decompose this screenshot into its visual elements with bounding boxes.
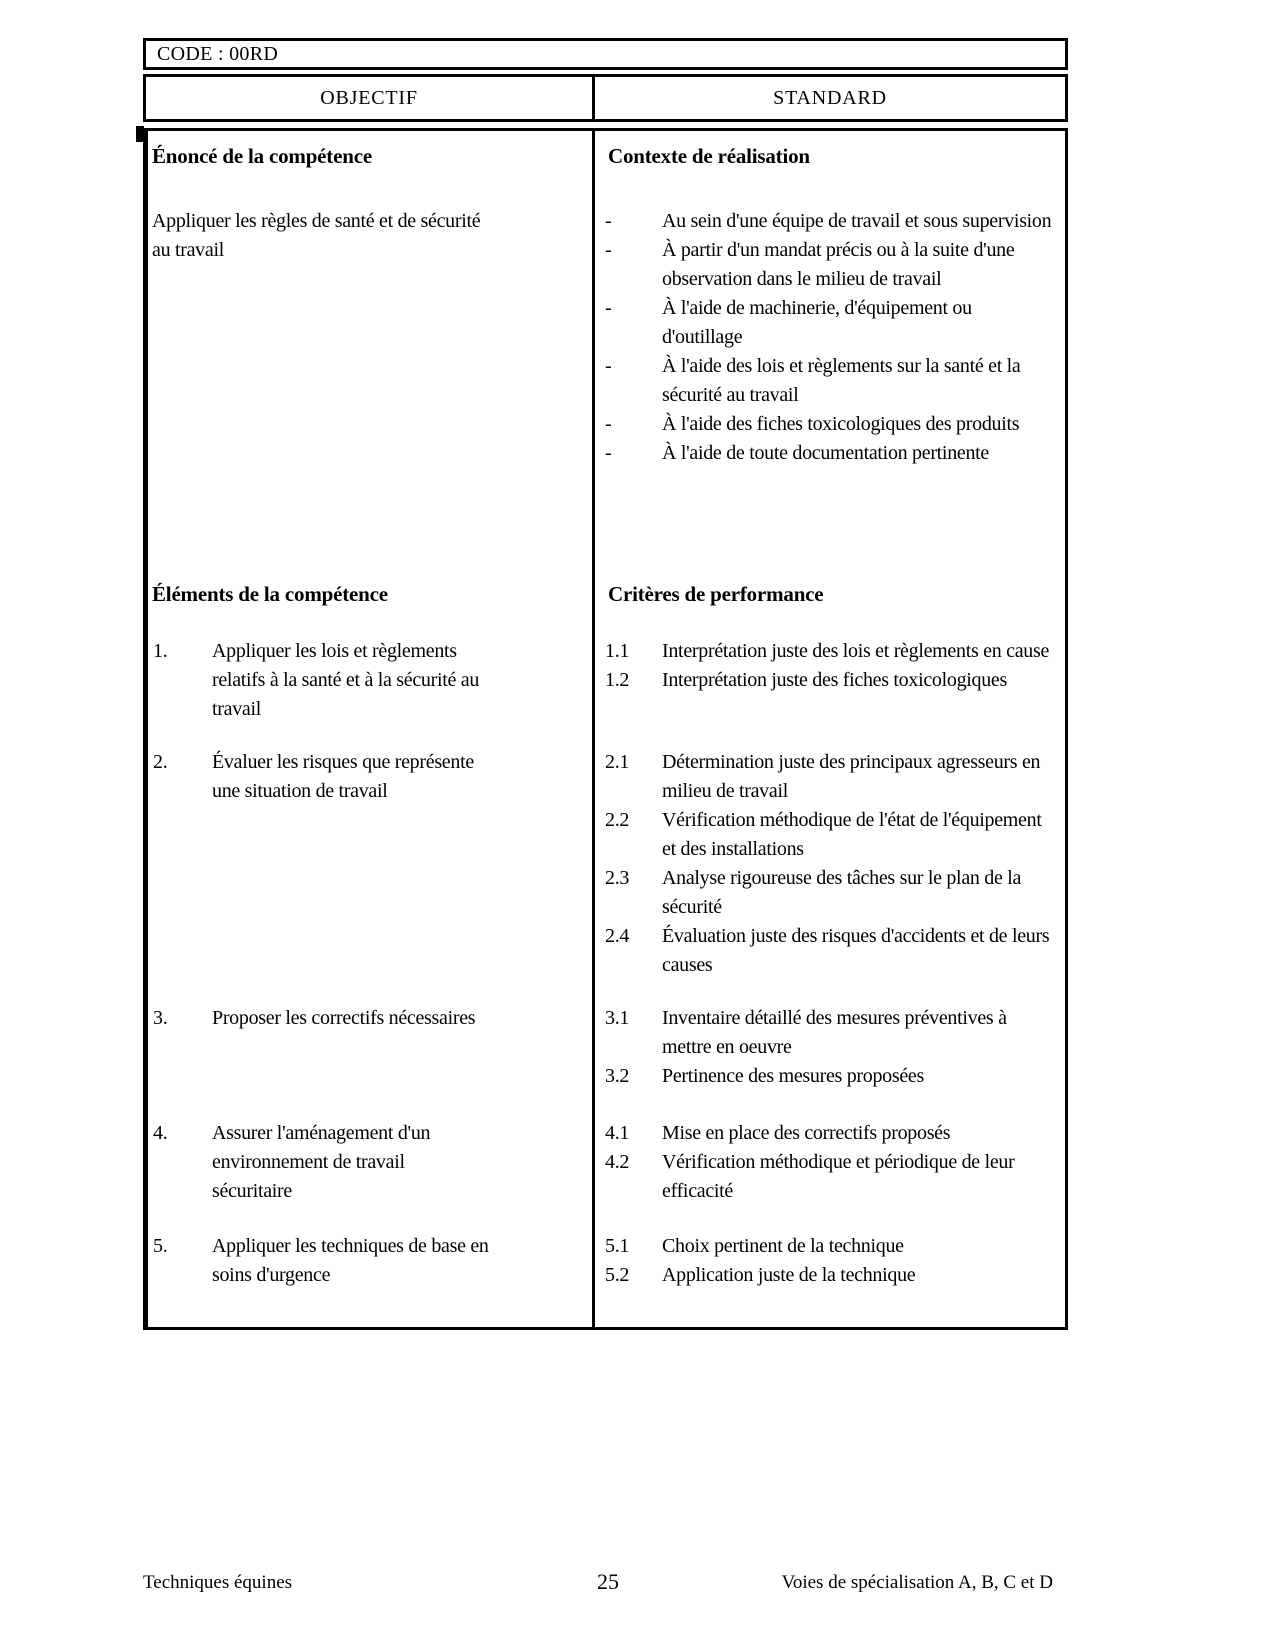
item-text: À l'aide de toute documentation pertinente — [662, 442, 990, 464]
critere-number: 3.2 — [605, 1065, 630, 1087]
critere-item — [605, 1062, 1054, 1091]
item-text: À l'aide des fiches toxicologiques des produits — [662, 413, 1020, 435]
critere-text: Inventaire détaillé des mesures préventives à mettre en oeuvre — [662, 1007, 1007, 1058]
item-number: 5. — [153, 1235, 168, 1257]
item-number: 2. — [153, 751, 168, 773]
critere-item — [605, 1004, 1054, 1062]
contexte-item — [605, 439, 1054, 468]
dash-bullet: - — [605, 239, 612, 261]
criteres-group-3 — [605, 1004, 1054, 1091]
critere-number: 5.2 — [605, 1264, 630, 1286]
dash-bullet: - — [605, 355, 612, 377]
critere-number: 2.4 — [605, 925, 630, 947]
contexte-heading: Contexte de réalisation — [608, 144, 810, 168]
item-text: Évaluer les risques que représente une situation de travail — [212, 751, 474, 802]
critere-text: Pertinence des mesures proposées — [662, 1065, 924, 1087]
critere-text: Application juste de la technique — [662, 1264, 916, 1286]
critere-item — [605, 1119, 1054, 1148]
item-number: 3. — [153, 1007, 168, 1029]
critere-item — [605, 666, 1054, 695]
element-item-2 — [153, 748, 489, 806]
critere-number: 1.2 — [605, 669, 630, 691]
critere-text: Choix pertinent de la technique — [662, 1235, 904, 1257]
contexte-list — [605, 207, 1054, 468]
dash-bullet: - — [605, 297, 612, 319]
element-item-1 — [153, 637, 489, 724]
criteres-group-4 — [605, 1119, 1054, 1206]
contexte-item — [605, 207, 1054, 236]
critere-text: Interprétation juste des fiches toxicologiques — [662, 669, 1007, 691]
element-item-5 — [153, 1232, 489, 1290]
enonce-text: Appliquer les règles de santé et de sécurité au travail — [152, 210, 481, 261]
critere-text: Interprétation juste des lois et règlements en cause — [662, 640, 1050, 662]
element-item-3 — [153, 1004, 489, 1033]
dash-bullet: - — [605, 210, 612, 232]
critere-text: Détermination juste des principaux agresseurs en milieu de travail — [662, 751, 1041, 802]
contexte-item — [605, 294, 1054, 352]
critere-item — [605, 1261, 1054, 1290]
critere-number: 4.2 — [605, 1151, 630, 1173]
dash-bullet: - — [605, 413, 612, 435]
critere-text: Analyse rigoureuse des tâches sur le plan de la sécurité — [662, 867, 1022, 918]
contexte-item — [605, 352, 1054, 410]
criteres-heading: Critères de performance — [608, 582, 824, 606]
critere-number: 3.1 — [605, 1007, 630, 1029]
critere-text: Évaluation juste des risques d'accidents et de leurs causes — [662, 925, 1050, 976]
critere-item — [605, 748, 1054, 806]
criteres-group-1 — [605, 637, 1054, 695]
item-text: À partir d'un mandat précis ou à la suite d'une observation dans le milieu de travail — [662, 239, 1015, 290]
critere-number: 4.1 — [605, 1122, 630, 1144]
item-number: 1. — [153, 640, 168, 662]
critere-item — [605, 864, 1054, 922]
footer-document-title: Techniques équines — [143, 1572, 293, 1593]
critere-number: 2.2 — [605, 809, 630, 831]
code-box — [143, 38, 1068, 70]
critere-item — [605, 1232, 1054, 1261]
contexte-item — [605, 410, 1054, 439]
critere-item — [605, 637, 1054, 666]
standard-header: STANDARD — [773, 86, 887, 109]
code-label: CODE : 00RD — [157, 42, 279, 65]
critere-item — [605, 806, 1054, 864]
footer-page-number: 25 — [597, 1569, 619, 1594]
critere-item — [605, 922, 1054, 980]
critere-number: 1.1 — [605, 640, 630, 662]
column-divider — [592, 131, 595, 1327]
item-text: Assurer l'aménagement d'un environnement de travail sécuritaire — [212, 1122, 431, 1202]
critere-item — [605, 1148, 1054, 1206]
table-body — [143, 128, 1068, 1330]
item-text: Appliquer les lois et règlements relatifs à la santé et à la sécurité au travail — [212, 640, 480, 720]
item-text: Appliquer les techniques de base en soins d'urgence — [212, 1235, 489, 1286]
critere-number: 2.1 — [605, 751, 630, 773]
critere-text: Mise en place des correctifs proposés — [662, 1122, 951, 1144]
critere-text: Vérification méthodique et périodique de leur efficacité — [662, 1151, 1015, 1202]
criteres-group-5 — [605, 1232, 1054, 1290]
enonce-heading: Énoncé de la compétence — [152, 144, 372, 168]
element-item-4 — [153, 1119, 489, 1206]
critere-text: Vérification méthodique de l'état de l'équipement et des installations — [662, 809, 1042, 860]
critere-number: 5.1 — [605, 1235, 630, 1257]
elements-heading: Éléments de la compétence — [152, 582, 388, 606]
contexte-item — [605, 236, 1054, 294]
item-text: Au sein d'une équipe de travail et sous supervision — [662, 210, 1052, 232]
item-number: 4. — [153, 1122, 168, 1144]
critere-number: 2.3 — [605, 867, 630, 889]
objectif-header: OBJECTIF — [146, 77, 595, 119]
item-text: À l'aide de machinerie, d'équipement ou d'outillage — [662, 297, 972, 348]
footer-section-title: Voies de spécialisation A, B, C et D — [781, 1572, 1053, 1593]
dash-bullet: - — [605, 442, 612, 464]
criteres-group-2 — [605, 748, 1054, 980]
item-text: Proposer les correctifs nécessaires — [212, 1007, 476, 1029]
column-header-row — [143, 74, 1068, 122]
item-text: À l'aide des lois et règlements sur la santé et la sécurité au travail — [662, 355, 1021, 406]
